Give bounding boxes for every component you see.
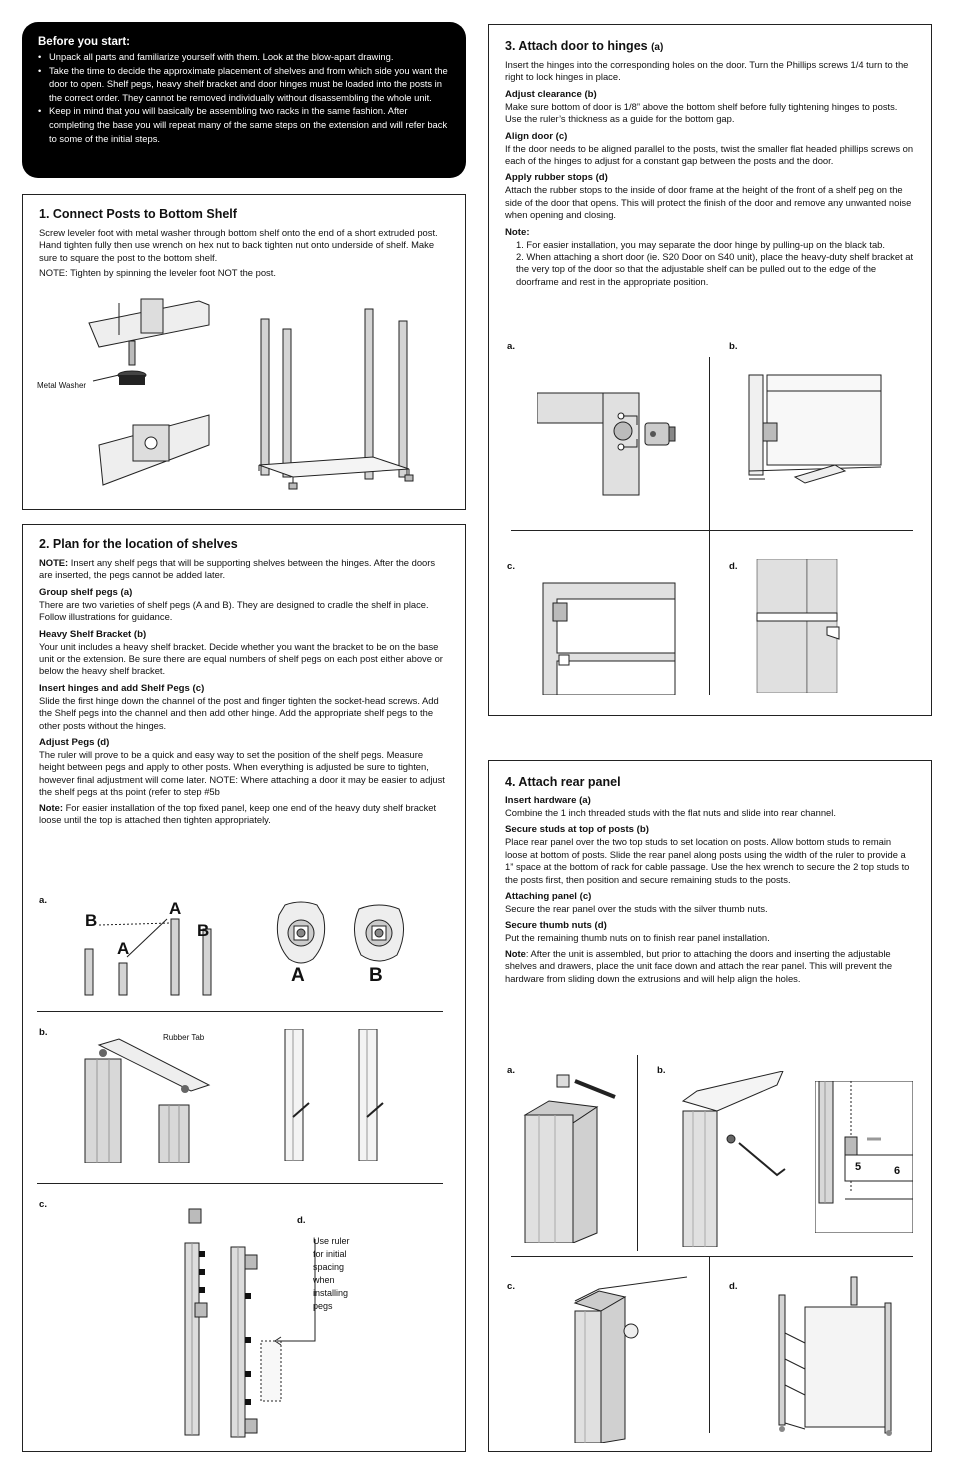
section-1-note: NOTE: Tighten by spinning the leveler foot NOT the post.	[39, 267, 276, 279]
before-item: • Unpack all parts and familiarize yourself with them. Look at the blow-apart drawing.	[38, 50, 450, 64]
fig-2c-label: c.	[39, 1199, 48, 1210]
section-3-intro: Insert the hinges into the corresponding holes on the door. Turn the Phillips screws 1/4 turn to the right to lock hinges in place.	[505, 59, 909, 83]
ruler-mark-5: 5	[855, 1161, 862, 1173]
section-1	[22, 194, 466, 510]
adjust-clearance-heading: Adjust clearance (b)	[505, 88, 597, 100]
fig-3c-label: c.	[507, 561, 516, 572]
rubber-stop-d-illustration	[751, 559, 871, 693]
rubber-stops-body: Attach the rubber stops to the inside of door frame at the height of the front of a shelf peg on the side of the door that opens. This will protect the finish of the door and remove any unwanted noise when opening and closing.	[505, 184, 912, 221]
door-clearance-b-illustration	[745, 371, 885, 495]
section-2-note	[39, 557, 449, 582]
section-2-note-body: Insert any shelf pegs that will be supporting shelves between the hinges. After the doors are inserted, the pegs cannot be added later.	[39, 557, 436, 581]
thumb-nuts-heading: Secure thumb nuts (d)	[505, 920, 607, 932]
section-3-note-item: 2. When attaching a short door (ie. S20 Door on S40 unit), place the heavy-duty shelf bracket at the very top of the door so that the adjustable shelf can be pulled out to the edge of the doorframe and rest in the appropriate position.	[516, 251, 914, 287]
secure-studs-heading: Secure studs at top of posts (b)	[505, 824, 649, 836]
leveler-foot-illustration	[79, 295, 219, 505]
section-1-title: 1. Connect Posts to Bottom Shelf	[39, 207, 237, 221]
fig-4d-label: d.	[729, 1281, 738, 1292]
section-2-title: 2. Plan for the location of shelves	[39, 537, 238, 551]
before-title: Before you start:	[38, 36, 131, 48]
divider-4-vertical-lower	[709, 1257, 710, 1433]
fig-2b-label: b.	[39, 1027, 48, 1038]
fig-3b-label: b.	[729, 341, 738, 352]
fig-3d-label: d.	[729, 561, 738, 572]
section-2-note-head: NOTE:	[39, 557, 69, 568]
divider-4-vertical	[637, 1055, 638, 1251]
before-item: • Take the time to decide the approximate placement of shelves and from which side you want the door to open. Shelf pegs, heavy shelf bracket and door hinges must be loaded into the posts in the correct order. They cannot be removed individually without disassembling the whole unit.	[38, 64, 450, 105]
fig-3a-label: a.	[507, 341, 516, 352]
group-pegs-heading: Group shelf pegs (a)	[39, 586, 133, 598]
peg-caption-b: B	[369, 965, 383, 986]
section-2-note2	[39, 802, 449, 827]
posts-on-bottom-shelf-illustration	[253, 305, 453, 495]
attaching-panel-heading: Attaching panel (c)	[505, 891, 592, 903]
bracket-in-posts-illustration	[279, 1029, 399, 1161]
section-4-note-body: : After the unit is assembled, but prior to attaching the doors and inserting the adjustable shelves and drawers, place the unit face down and attach the rear panel. This will prevent the hardware from sliding down the extrusions and will help align the holes.	[505, 947, 893, 984]
section-4-title: 4. Attach rear panel	[505, 775, 621, 789]
fig-4c-label: c.	[507, 1281, 516, 1292]
section-3-title-text: 3. Attach door to hinges	[505, 39, 648, 53]
insert-hinges-heading: Insert hinges and add Shelf Pegs (c)	[39, 682, 205, 694]
door-hinge-a-illustration	[537, 391, 687, 497]
section-2	[22, 524, 466, 1452]
insert-hardware-illustration	[519, 1067, 629, 1243]
peg-label-b-right: B	[197, 921, 210, 940]
adjust-pegs-body: The ruler will prove to be a quick and easy way to set the position of the shelf pegs. Measure height between pegs and apply to other posts. When everything is adjusted be sure to tighten, however final adjustment will come later. NOTE: Where attaching a door it may be easier to adjust the shelf pegs at ths point (refer to step #5b	[39, 749, 445, 798]
section-4-note	[505, 948, 915, 985]
peg-label-a-bottom: A	[117, 939, 130, 958]
section-1-body: Screw leveler foot with metal washer through bottom shelf onto the end of a short extruded post. Hand tighten fully then use wrench on hex nut to back tighten nut onto underside of shelf. Make sure to square the post to the bottom shelf.	[39, 227, 438, 263]
section-3-note-item: 1. For easier installation, you may separate the door hinge by pulling-up on the black tab.	[516, 238, 885, 250]
group-pegs-body: There are two varieties of shelf pegs (A and B). They are designed to cradle the shelf in place. Follow illustrations for guidance.	[39, 598, 429, 623]
divider-2b	[37, 1183, 443, 1184]
section-4-note-head: Note	[505, 947, 526, 959]
ruler-mark-6: 6	[894, 1165, 901, 1177]
fig-2a-label: a.	[39, 895, 48, 906]
before-list	[38, 50, 450, 145]
attaching-panel-body: Secure the rear panel over the studs with the silver thumb nuts.	[505, 903, 768, 915]
insert-hardware-body: Combine the 1 inch threaded studs with the flat nuts and slide into rear channel.	[505, 807, 836, 818]
divider-3-vertical	[709, 357, 710, 695]
peg-type-a-icon	[273, 901, 329, 967]
peg-label-a-top: A	[169, 899, 182, 918]
adjust-clearance-body: Make sure bottom of door is 1/8” above the bottom shelf before fully tightening hinges to posts. Use the ruler’s thickness as a guide for the bottom gap.	[505, 100, 898, 125]
heavy-bracket-illustration	[79, 1027, 229, 1163]
peg-type-b-icon	[349, 901, 409, 967]
insert-hinges-body: Slide the first hinge down the channel of the post and finger tighten the socket-head screws. Add the Shelf pegs into the channel and then add other hinge. Add the appropriate shelf pegs to the other posts without the hinges.	[39, 694, 439, 731]
divider-4-horizontal	[511, 1256, 913, 1257]
section-4	[488, 760, 932, 1452]
section-3-note-heading: Note:	[505, 226, 530, 238]
before-you-start-panel	[22, 22, 466, 178]
before-item: • Keep in mind that you will basically be assembling two racks in the same fashion. After completing the base you will repeat many of the same steps on the extension and will refer back to some of the initial steps.	[38, 104, 450, 145]
rubber-tab-label: Rubber Tab	[163, 1033, 205, 1042]
section-3-title	[505, 39, 915, 53]
secure-studs-illustration	[677, 1071, 807, 1247]
ruler-spacing-illustration	[815, 1081, 913, 1233]
section-2-note2-body: For easier installation of the top fixed panel, keep one end of the heavy duty shelf bracket loose until the top is attached then tighten appropriately.	[39, 801, 437, 826]
shelf-pegs-illustration	[79, 899, 229, 999]
metal-washer-label: Metal Washer	[37, 381, 87, 390]
ruler-note: Use ruler for initial spacing when installing pegs	[313, 1236, 350, 1311]
attaching-panel-illustration	[569, 1273, 709, 1443]
peg-label-b-left: B	[85, 911, 98, 930]
secure-studs-body: Place rear panel over the two top studs to set location on posts. Allow bottom studs to remain loose at bottom of posts. Slide the rear panel along posts using the width of the ruler to provide a 1” space at the bottom of rack for cable passage. Use the hex wrench to secure the 2 top studs to the posts first, then position and secure remaining studs to the posts.	[505, 836, 910, 885]
section-3	[488, 24, 932, 716]
insert-hardware-heading: Insert hardware (a)	[505, 795, 591, 806]
fig-4b-label: b.	[657, 1065, 666, 1076]
fig-2d-label: d.	[297, 1215, 306, 1226]
align-door-body: If the door needs to be aligned parallel to the posts, twist the smaller flat headed phillips screws on each of the hinges to adjust for a constant gap between the posts and the door.	[505, 142, 914, 167]
door-align-c-illustration	[539, 581, 679, 695]
adjust-pegs-heading: Adjust Pegs (d)	[39, 737, 110, 749]
peg-caption-a: A	[291, 965, 305, 986]
heavy-bracket-heading: Heavy Shelf Bracket (b)	[39, 628, 147, 640]
section-3-notes	[505, 239, 915, 289]
rear-panel-assembled-illustration	[769, 1273, 899, 1437]
section-3-title-tag: (a)	[651, 42, 664, 53]
section-2-note2-head: Note:	[39, 801, 63, 813]
heavy-bracket-body: Your unit includes a heavy shelf bracket. Decide whether you want the bracket to be on the base unit or the extension. Be sure there are equal numbers of shelf pegs on each post either above or below the heavy shelf bracket.	[39, 640, 443, 677]
divider-2a	[37, 1011, 443, 1012]
thumb-nuts-body: Put the remaining thumb nuts on to finish rear panel installation.	[505, 932, 770, 944]
fig-4a-label: a.	[507, 1065, 516, 1076]
align-door-heading: Align door (c)	[505, 130, 568, 142]
hinges-and-pegs-illustration	[179, 1203, 319, 1439]
rubber-stops-heading: Apply rubber stops (d)	[505, 172, 608, 184]
divider-3-horizontal	[511, 530, 913, 531]
